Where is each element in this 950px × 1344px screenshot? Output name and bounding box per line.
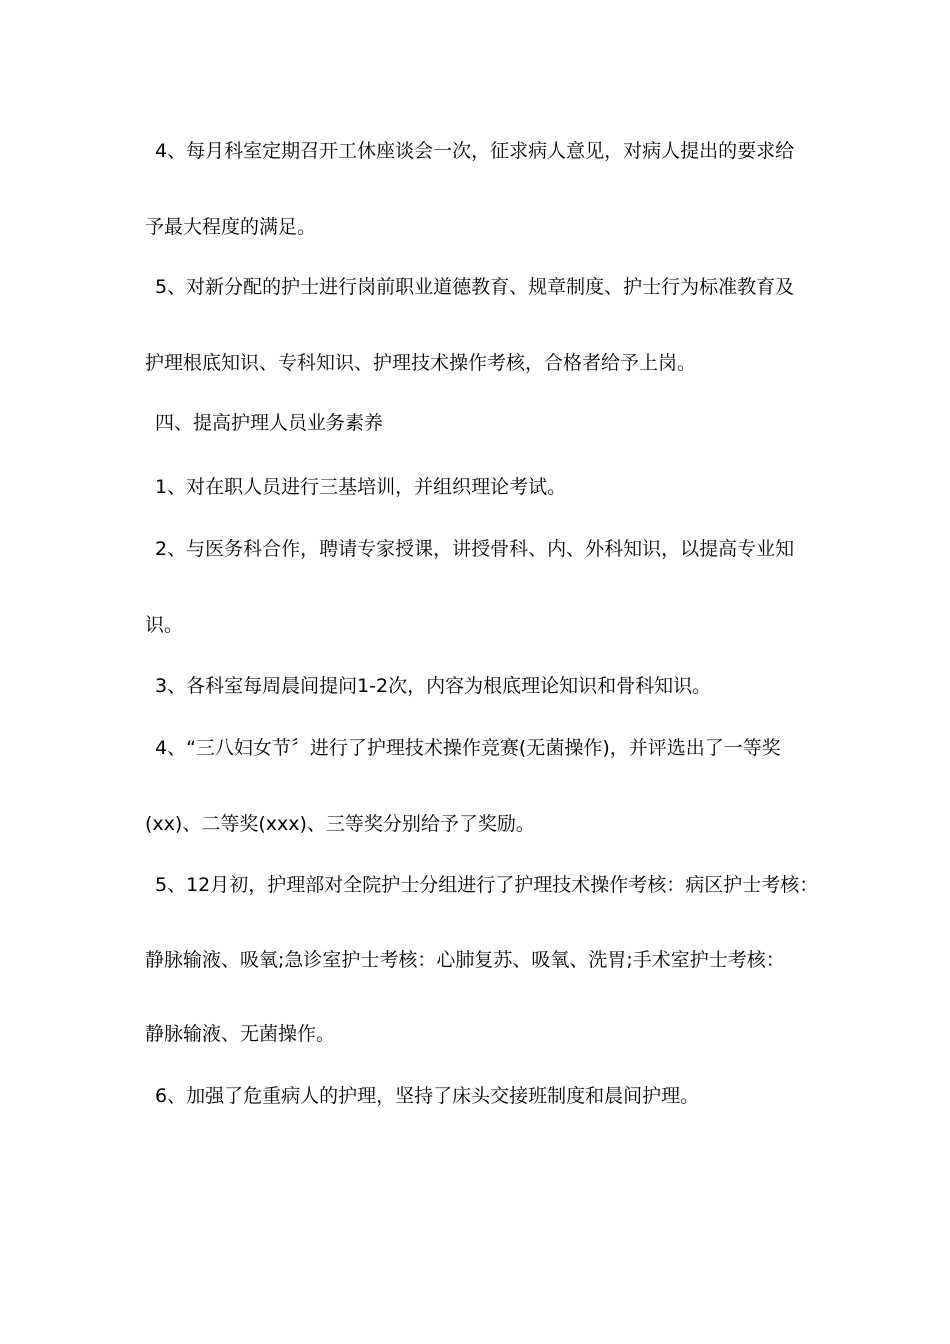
paragraph-line: 1、对在职人员进行三基培训，并组织理论考试。 [155,476,567,498]
paragraph-line: 4、“三八妇女节〞进行了护理技术操作竞赛(无菌操作)，并评选出了一等奖 [155,737,781,759]
paragraph-line: 3、各科室每周晨间提问1-2次，内容为根底理论知识和骨科知识。 [155,675,712,697]
paragraph-line: 静脉输液、吸氧;急诊室护士考核：心肺复苏、吸氧、洗胃;手术室护士考核： [145,949,785,971]
paragraph-line: 6、加强了危重病人的护理，坚持了床头交接班制度和晨间护理。 [155,1085,700,1107]
paragraph-line: 4、每月科室定期召开工休座谈会一次，征求病人意见，对病人提出的要求给 [155,140,795,162]
paragraph-line: 5、12月初，护理部对全院护士分组进行了护理技术操作考核：病区护士考核： [155,874,819,896]
paragraph-line: 予最大程度的满足。 [145,216,317,238]
paragraph-line: 识。 [145,614,184,636]
paragraph-line: 2、与医务科合作，聘请专家授课，讲授骨科、内、外科知识，以提高专业知 [155,538,795,560]
paragraph-line: 静脉输液、无菌操作。 [145,1023,336,1045]
section-heading: 四、提高护理人员业务素养 [155,412,384,434]
paragraph-line: 5、对新分配的护士进行岗前职业道德教育、规章制度、护士行为标准教育及 [155,276,795,298]
paragraph-line: (xx)、二等奖(xxx)、三等奖分别给予了奖励。 [145,813,535,835]
paragraph-line: 护理根底知识、专科知识、护理技术操作考核，合格者给予上岗。 [145,352,697,374]
